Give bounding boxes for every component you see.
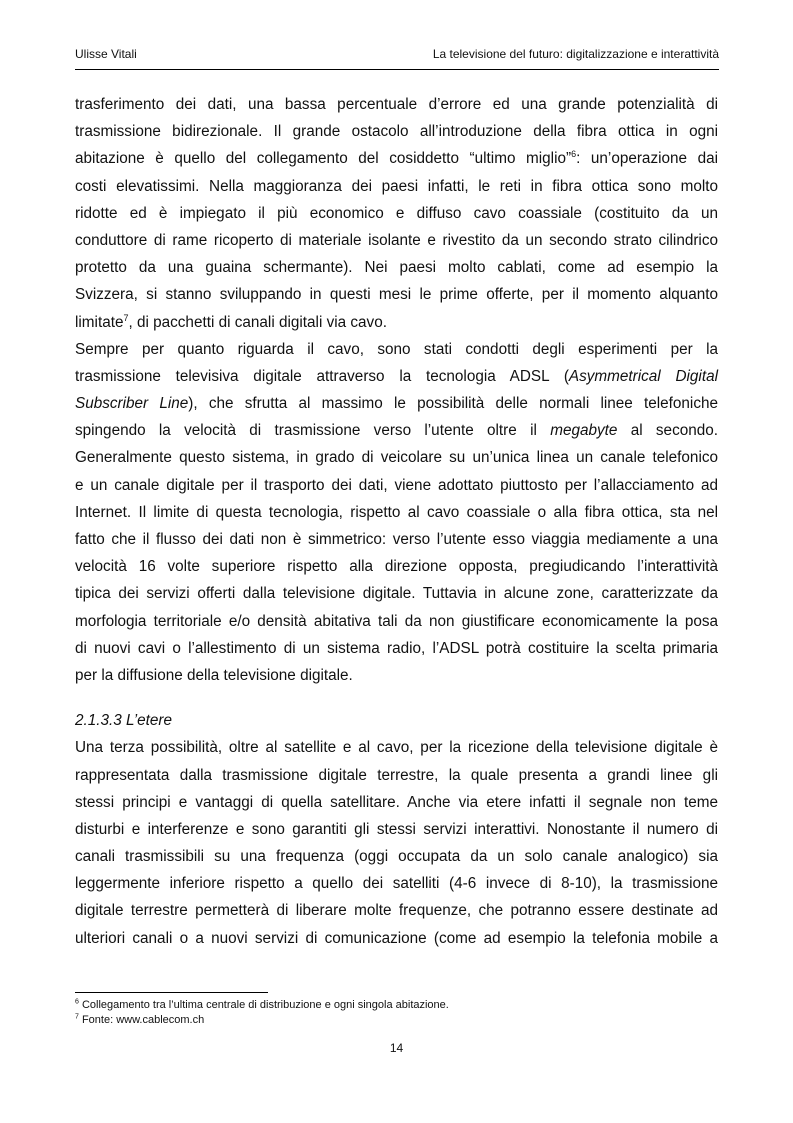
text-line: spingendo la velocità di trasmissione verso l’utente oltre il megabyte al secondo. [75,422,718,440]
text-line: leggermente inferiore rispetto a quello dei satelliti (4-6 invece di 8-10), la trasmissione [75,875,718,893]
footnote: $^6$ Collegamento tra l’ultima centrale di distribuzione e ogni singola abitazione. [75,998,449,1011]
text-line: trasmissione televisiva digitale attraverso la tecnologia ADSL (Asymmetrical Digital [75,367,718,385]
text-line: Una terza possibilità, oltre al satellite e al cavo, per la ricezione della televisione digitale è [75,739,718,757]
page-body [75,91,718,952]
text-line: Internet. Il limite di questa tecnologia, rispetto al cavo coassiale o alla fibra ottica, sta nel [75,503,718,521]
text-line: Svizzera, si stanno sviluppando in questi mesi le prime offerte, per il momento alquanto [75,286,718,304]
text-line: Sempre per quanto riguarda il cavo, sono stati condotti degli esperimenti per la [75,340,718,358]
text-line: per la diffusione della televisione digitale. [75,666,353,684]
text-line: tipica dei servizi offerti dalla televisione digitale. Tuttavia in alcune zone, caratterizzate da [75,585,718,603]
footnote-separator [75,992,268,993]
text-line: ridotte ed è impiegato il più economico e diffuso cavo coassiale (costituito da un [75,204,718,222]
header-title: La televisione del futuro: digitalizzazione e interattività [432,47,719,61]
footnote: $^7$ Fonte: www.cablecom.ch [75,1013,205,1026]
text-line: protetto da una guaina schermante). Nei paesi molto cablati, come ad esempio la [75,259,718,277]
header-author: Ulisse Vitali [75,47,137,61]
paragraph [75,734,718,952]
text-line: disturbi e interferenze e sono garantiti gli stessi servizi interattivi. Nonostante il numero di [75,820,718,838]
text-line: Subscriber Line), che sfrutta al massimo le possibilità delle normali linee telefoniche [75,395,718,413]
section-heading: 2.1.3.3 L’etere [75,712,172,730]
text-line: trasferimento dei dati, una bassa percentuale d’errore ed una grande potenzialità di [75,96,718,113]
text-line: di nuovi cavi o l’allestimento di un sistema radio, l’ADSL potrà costituire la scelta primaria [75,639,718,657]
paragraph [75,336,718,689]
footnote-ref: 6 [571,149,577,160]
text-line: rappresentata dalla trasmissione digitale terrestre, la quale presenta a grandi linee gli [75,766,718,784]
text-line: fatto che il flusso dei dati non è simmetrico: verso l’utente esso viaggia mediamente a una [75,531,718,548]
text-line: ulteriori canali o a nuovi servizi di comunicazione (come ad esempio la telefonia mobile a [75,929,718,947]
text-line: limitate$^7$, di pacchetti di canali digitali via cavo. [75,312,387,331]
page-number: 14 [389,1041,404,1055]
text-line: abitazione è quello del collegamento del cosiddetto “ultimo miglio”$^6$: un’operazione dai [75,149,718,168]
page-header [75,47,719,70]
text-line: conduttore di rame ricoperto di materiale isolante e rivestito da un secondo strato cilindrico [75,231,718,249]
footnote-ref: 7 [123,312,129,323]
text-line: canali trasmissibili su una frequenza (oggi occupata da un solo canale analogico) sia [75,848,718,866]
text-line: Generalmente questo sistema, in grado di veicolare su un’unica linea un canale telefonico [75,449,718,467]
text-line: e un canale digitale per il trasporto dei dati, viene adottato piuttosto per l’allacciamento ad [75,476,718,494]
text-line: digitale terrestre permetterà di liberare molte frequenze, che potranno essere destinate ad [75,902,718,920]
text-line: trasmissione bidirezionale. Il grande ostacolo all’introduzione della fibra ottica in ogni [75,123,718,141]
text-line: morfologia territoriale e/o densità abitativa tali da non giustificare economicamente la posa [75,612,718,630]
text-line: costi elevatissimi. Nella maggioranza dei paesi infatti, le reti in fibra ottica sono molto [75,177,718,195]
text-line: stessi principi e vantaggi di quella satellitare. Anche via etere infatti il segnale non teme [75,793,718,811]
paragraph [75,91,718,336]
text-line: velocità 16 volte superiore rispetto alla direzione opposta, pregiudicando l’interattività [75,558,718,576]
